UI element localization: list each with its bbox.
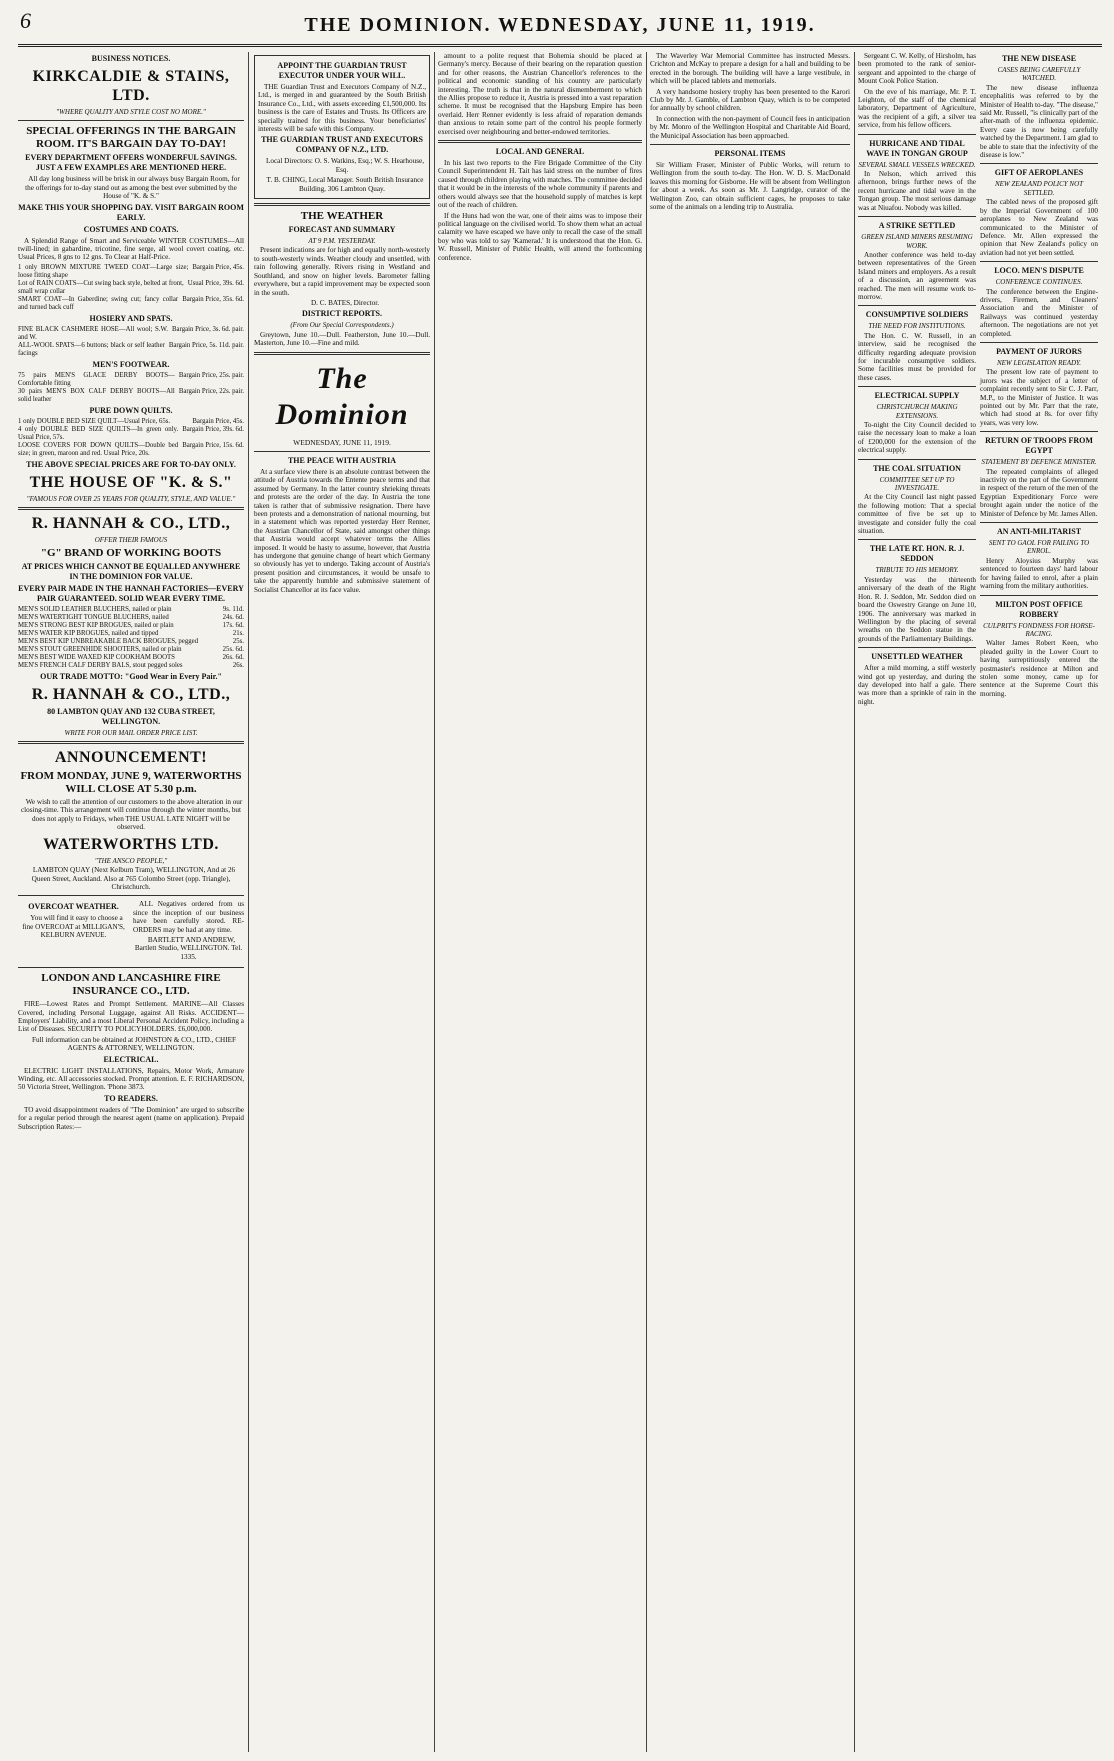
price-row: MEN'S FRENCH CALF DERBY BALS, stout pegged soles 26s. xyxy=(18,661,244,669)
footwear-heading: MEN'S FOOTWEAR. xyxy=(92,359,170,369)
house-motto: "FAMOUS FOR OVER 25 YEARS FOR QUALITY, STYLE, AND VALUE." xyxy=(26,494,236,503)
price-row: 1 only BROWN MIXTURE TWEED COAT—Large size; loose fitting shape Bargain Price, 45s. xyxy=(18,263,244,279)
news-text-4: Sergeant C. W. Kelly, of Hirsholm, has been promoted to the rank of senior-sergeant and appointed to the charge of Mount Cook Police Station. xyxy=(858,52,976,86)
price-row: Lot of RAIN COATS—Cut swing back style, belted at front, small wrap collar Usual Price, 39s. 6d. xyxy=(18,279,244,295)
hurricane-heading: HURRICANE AND TIDAL WAVE IN TONGAN GROUP xyxy=(866,138,968,158)
hannah-brand: "G" BRAND OF WORKING BOOTS xyxy=(40,546,222,559)
insurance-info: Full information can be obtained at JOHNSTON & CO., LTD., CHIEF AGENTS & ATTORNEY, WELLINGTON. xyxy=(31,1035,237,1053)
readers-text: TO avoid disappointment readers of "The Dominion" are urged to subscribe for a regular period through the nearest agent (name on application). Prepaid Subscription Rates:— xyxy=(18,1105,244,1131)
local-text: In his last two reports to the Fire Brigade Committee of the City Council Superintendent H. Tait has laid stress on the number of fires caused through children playing with matches. The committee decided that it would be in the interests of the whole community if parents and others would always see that the household supply of matches is kept out of the reach of children. xyxy=(438,159,642,210)
masthead xyxy=(18,6,1102,47)
price-row: MEN'S STRONG BEST KIP BROGUES, nailed or plain 17s. 6d. xyxy=(18,621,244,629)
column-business-notices xyxy=(18,52,244,1752)
soldiers-sub: THE NEED FOR INSTITUTIONS. xyxy=(868,322,966,331)
announcement-date: FROM MONDAY, JUNE 9, WATERWORTHS WILL CLOSE AT 5.30 p.m. xyxy=(20,770,242,796)
news-text-1: The Waverley War Memorial Committee has instructed Messrs. Crichton and McKay to prepare a design for a hall and building to be erected in the borough. The building will have a large vestibule, in which will be placed tablets and memorials. xyxy=(650,52,850,86)
strike-text: Another conference was held to-day between representatives of the Green Island miners and employers. As a result of a discussion, an agreement was reached. The men will resume work to-morrow. xyxy=(858,250,976,301)
district-text: Greytown, June 10.—Dull. Featherston, June 10.—Dull. Masterton, June 10.—Fine and mild. xyxy=(254,330,430,348)
hannah-offer: OFFER THEIR FAMOUS xyxy=(94,536,168,545)
electrical-heading: ELECTRICAL. xyxy=(103,1054,159,1064)
newspaper-title: THE DOMINION. WEDNESDAY, JUNE 11, 1919. xyxy=(304,14,816,36)
negatives-text: ALL Negatives ordered from us since the inception of our business have been carefully stored. RE-ORDERS may be had at any time. xyxy=(133,900,244,934)
planes-sub: NEW ZEALAND POLICY NOT SETTLED. xyxy=(994,180,1084,197)
price-row: 1 only DOUBLE BED SIZE QUILT—Usual Price, 65s. Bargain Price, 45s. xyxy=(18,417,244,425)
news-text-5: On the eve of his marriage, Mr. P. T. Leighton, of the staff of the chemical laboratory, Department of Agriculture, was the recipient of a gift, a silver tea service, from his fellow officers. xyxy=(858,87,976,130)
offer-heading: SPECIAL OFFERINGS IN THE BARGAIN ROOM. IT'S BARGAIN DAY TO-DAY! xyxy=(26,125,236,151)
hannah-title: R. HANNAH & CO., LTD., xyxy=(31,515,231,533)
column-divider xyxy=(854,52,855,1752)
weather-news-heading: UNSETTLED WEATHER xyxy=(871,652,963,662)
waterworths-sub: "THE ANSCO PEOPLE," xyxy=(94,856,168,865)
announcement-title: ANNOUNCEMENT! xyxy=(54,749,208,767)
hannah-motto: OUR TRADE MOTTO: "Good Wear in Every Pair." xyxy=(40,671,222,681)
local-text-2: If the Huns had won the war, one of their aims was to impose their political language on the civilised world. To show them what an actual calamity we have escaped we have only to recall the case of the small boy who was told to say 'Kamerad.' It is understood that the Hon. G. W. Russell, Minister of Public Health, will attend the forthcoming conference. xyxy=(438,211,642,262)
strike-heading: A STRIKE SETTLED xyxy=(878,221,956,231)
price-row: MEN'S WATER KIP BROGUES, nailed and tipped 21s. xyxy=(18,629,244,637)
hosiery-heading: HOSIERY AND SPATS. xyxy=(89,313,173,323)
coal-heading: THE COAL SITUATION xyxy=(873,463,961,473)
house-title: THE HOUSE OF "K. & S." xyxy=(29,473,233,491)
insurance-title: LONDON AND LANCASHIRE FIRE INSURANCE CO., LTD. xyxy=(41,972,221,998)
soldiers-heading: CONSUMPTIVE SOLDIERS xyxy=(865,310,969,320)
planes-heading: GIFT OF AEROPLANES xyxy=(994,168,1084,178)
forecast-time: AT 9 P.M. YESTERDAY. xyxy=(308,237,376,246)
seddon-sub: TRIBUTE TO HIS MEMORY. xyxy=(875,566,959,575)
militarist-text: Henry Aloysius Murphy was sentenced to fourteen days' hard labour for having failed to enrol, after a plain warning from the military authorities. xyxy=(980,556,1098,591)
loco-text: The conference between the Engine-drivers, Firemen, and Cleaners' Association and the Minister of Railways was continued yesterday afternoon. The negotiations are not yet completed. xyxy=(980,287,1098,338)
coal-sub: COMMITTEE SET UP TO INVESTIGATE. xyxy=(879,475,955,493)
column-telegrams xyxy=(858,52,1098,1752)
price-row: MEN'S BEST KIP UNBREAKABLE BACK BROGUES, pegged 25s. xyxy=(18,637,244,645)
electrical-supply-sub: CHRISTCHURCH MAKING EXTENSIONS. xyxy=(876,403,958,420)
electrical-supply-text: To-night the City Council decided to raise the necessary loan to make a loan of £200,000 for the extension of the electrical supply. xyxy=(858,421,976,455)
loco-sub: CONFERENCE CONTINUES. xyxy=(995,278,1083,287)
offer-subheading: EVERY DEPARTMENT OFFERS WONDERFUL SAVINGS. JUST A FEW EXAMPLES ARE MENTIONED HERE. xyxy=(25,153,237,173)
announcement-text: We wish to call the attention of our customers to the above alteration in our closing-time. This arrangement will continue through the winter months, but does not apply to Fridays, when THE USUAL LATE NIGHT will be observed. xyxy=(20,798,243,832)
weather-news-text: After a mild morning, a stiff westerly wind got up yesterday, and during the day developed into half a gale. There was more than a sprinkle of rain in the night. xyxy=(858,664,976,706)
overcoat-text: You will find it easy to choose a fine OVERCOAT at MILLIGAN'S, KELBURN AVENUE. xyxy=(22,914,125,940)
hurricane-sub: SEVERAL SMALL VESSELS WRECKED. xyxy=(858,160,976,169)
price-row: 30 pairs MEN'S BOX CALF DERBY BOOTS—All solid leather Bargain Price, 22s. pair. xyxy=(18,387,244,403)
militarist-sub: SENT TO GAOL FOR FAILING TO ENROL. xyxy=(988,539,1090,556)
price-row: LOOSE COVERS FOR DOWN QUILTS—Double bed size; in green, maroon and red. Usual Price, 20s. Bargain Price, 15s. 6d. xyxy=(18,441,244,457)
quilts-heading: PURE DOWN QUILTS. xyxy=(89,405,173,415)
district-sub: (From Our Special Correspondents.) xyxy=(290,321,394,330)
section-heading: BUSINESS NOTICES. xyxy=(91,54,171,63)
forecast-heading: FORECAST AND SUMMARY xyxy=(288,225,396,235)
price-row: MEN'S WATERTIGHT TONGUE BLUCHERS, nailed 24s. 6d. xyxy=(18,613,244,621)
overcoat-heading: OVERCOAT WEATHER. xyxy=(28,902,119,912)
robbery-heading: MILTON POST OFFICE ROBBERY xyxy=(995,599,1083,619)
paper-nameplate: The Dominion xyxy=(275,361,409,431)
jurors-text: The present low rate of payment to jurors was the subject of a letter of complaint recently sent to Sir C. J. Parr, M.P., to the Minister of Justice. It was pointed out by Mr. Parr that the rate, which had stood at 8s. for over fifty years, was very low. xyxy=(980,368,1098,427)
jurors-sub: NEW LEGISLATION READY. xyxy=(996,358,1082,367)
price-row: FINE BLACK CASHMERE HOSE—All wool; S.W. and W. Bargain Price, 3s. 6d. pair. xyxy=(18,325,244,341)
hannah-text: AT PRICES WHICH CANNOT BE EQUALLED ANYWHERE IN THE DOMINION FOR VALUE. xyxy=(21,561,241,581)
jurors-heading: PAYMENT OF JURORS xyxy=(996,346,1082,356)
personal-heading: PERSONAL ITEMS xyxy=(714,149,786,159)
price-row: ALL-WOOL SPATS—6 buttons; black or self leather facings Bargain Price, 5s. 11d. pair. xyxy=(18,341,244,357)
trust-heading: APPOINT THE GUARDIAN TRUST EXECUTOR UNDER YOUR WILL. xyxy=(277,61,407,80)
seddon-heading: THE LATE RT. HON. R. J. SEDDON xyxy=(869,544,965,564)
trust-firm: THE GUARDIAN TRUST AND EXECUTORS COMPANY OF N.Z., LTD. xyxy=(261,135,423,155)
column-editorial xyxy=(438,52,642,1752)
column-weather-leader xyxy=(254,52,430,1752)
loco-heading: LOCO. MEN'S DISPUTE xyxy=(994,266,1084,276)
price-row: MEN'S STOUT GREENHIDE SHOOTERS, nailed or plain 25s. 6d. xyxy=(18,645,244,653)
waterworths-title: WATERWORTHS LTD. xyxy=(43,835,219,853)
forecast-text: Present indications are for high and equally north-westerly to south-westerly winds. Weather cloudy and unsettled, with rain following generally. Rivers rising in Westland and Southland, and snow on higher levels. Barometer falling everywhere, but a rapid improvement may be expected soon in the south. xyxy=(254,246,430,297)
disease-text: The new disease influenza encephalitis was referred to by the Minister of Health to-day. "The disease," said Mr. Russell, "is clinically part of the after-math of the influenza epidemic. Every case is now being carefully watched by the Department. I am glad to be able to state that the infectivity of the disease is low." xyxy=(980,83,1098,160)
price-row: SMART COAT—In Gaberdine; swing cut; fancy collar and turned back cuff Bargain Price, 35s. 6d. xyxy=(18,295,244,311)
personal-text: Sir William Fraser, Minister of Public Works, will return to Wellington from the south to-day. The Hon. W. D. S. MacDonald leaves this morning for Gisborne. He will be absent from Wellington for about a week. As soon as Mr. J. Langridge, curator of the Wellington Zoo, can obtain sufficient cages, he proposes to take some of the animals on a lending trip to Australia. xyxy=(650,161,850,212)
local-heading: LOCAL AND GENERAL xyxy=(495,147,585,157)
soldiers-text: The Hon. C. W. Russell, in an interview, said he recognised the difficulty regarding adequate provision for incurable consumptive soldiers. Some facilities must be provided for these cases. xyxy=(858,331,976,382)
shop-note: MAKE THIS YOUR SHOPPING DAY. VISIT BARGAIN ROOM EARLY. xyxy=(18,202,244,222)
planes-text: The cabled news of the proposed gift by the Imperial Government of 100 aeroplanes to New Zealand was communicated to the Minister of Defence. Mr. Allen expressed the opinion that New Zealand's policy on aviation had not yet been settled. xyxy=(980,198,1098,257)
waterworths-address: LAMBTON QUAY (Next Kelburn Tram), WELLINGTON, And at 26 Queen Street, Auckland. Also at 765 Colombo Street (opp. Triangle), Christchurch. xyxy=(31,866,236,891)
price-row: MEN'S BEST WIDE WAXED KIP COOKHAM BOOTS 26s. 6d. xyxy=(18,653,244,661)
disease-sub: CASES BEING CAREFULLY WATCHED. xyxy=(997,66,1081,83)
column-news xyxy=(650,52,850,1752)
hurricane-text: In Nelson, which arrived this afternoon, brings further news of the recent hurricane and tidal wave in the Tongan group. The most serious damage was at Niuafou. Nobody was killed. xyxy=(858,170,976,212)
price-row: 75 pairs MEN'S GLACE DERBY BOOTS—Comfortable fitting Bargain Price, 25s. pair. xyxy=(18,371,244,387)
price-row: 4 only DOUBLE BED SIZE QUILTS—In green only. Usual Price, 57s. Bargain Price, 39s. 6d. xyxy=(18,425,244,441)
kirkcaldie-title: KIRKCALDIE & STAINS, LTD. xyxy=(32,68,230,104)
hannah-made: EVERY PAIR MADE IN THE HANNAH FACTORIES—EVERY PAIR GUARANTEED. SOLID WEAR EVERY TIME. xyxy=(18,583,244,603)
news-text-2: A very handsome hosiery trophy has been presented to the Karori Club by Mr. J. Gamble, of Lambton Quay, which is to be competed for annually by school children. xyxy=(650,87,850,113)
hannah-write: WRITE FOR OUR MAIL ORDER PRICE LIST. xyxy=(64,728,198,737)
leader-text: At a surface view there is an absolute contrast between the attitude of Austria towards the Entente peace terms and that assumed by Germany. In the latter country shrieking threats and protests are the order of the day. In Austria the tone taken is rather that of submissive resignation. There have been protests and a demonstration of national mourning, but in a statement which was reported yesterday Herr Renner, the Austrian Chancellor of State, said amongst other things that Austria would accept whatever terms the Allies imposed. It would be hasty to assume, however, that Austria has undergone that genuine change of heart which Germany so obviously has yet to undergo. Taking account of Austria's present position and circumstances, it would be unsafe to take the apparently humble and submissive statement of Socialist Chancellor at its face value. xyxy=(254,467,430,594)
costumes-heading: COSTUMES AND COATS. xyxy=(83,224,179,234)
prices-note: THE ABOVE SPECIAL PRICES ARE FOR TO-DAY ONLY. xyxy=(26,459,236,469)
district-heading: DISTRICT REPORTS. xyxy=(301,309,383,319)
trust-text: THE Guardian Trust and Executors Company of N.Z., Ltd., is merged in and guaranteed by the South British Insurance Co., Ltd., with assets exceeding £1,500,000. Its business is the care of Estates and Trusts. Its Officers are specially trained for this business. Your beneficiaries' interests will be safe with this Company. xyxy=(258,83,426,134)
electrical-text: ELECTRIC LIGHT INSTALLATIONS, Repairs, Motor Work, Armature Winding, etc. All accessories stocked. Prompt attention. E. F. RICHARDSON, 50 Victoria Street, Wellington. 'Phone 3873. xyxy=(18,1066,244,1092)
seddon-text: Yesterday was the thirteenth anniversary of the death of the Right Hon. R. J. Seddon, Mr. Seddon died on board the Oswestry Grange on June 10, 1906. The anniversary was marked in Wellington by the placing of several wreaths on the Seddon statue in the grounds of the Parliamentary Buildings. xyxy=(858,575,976,643)
price-row: MEN'S SOLID LEATHER BLUCHERS, nailed or plain 9s. 11d. xyxy=(18,605,244,613)
forecast-sign: D. C. BATES, Director. xyxy=(310,298,380,307)
trust-manager: T. B. CHING, Local Manager. South British Insurance Building, 306 Lambton Quay. xyxy=(266,176,424,193)
kirkcaldie-motto: "WHERE QUALITY AND STYLE COST NO MORE." xyxy=(56,108,206,116)
column-divider xyxy=(434,52,435,1752)
readers-heading: TO READERS. xyxy=(104,1093,158,1103)
troops-sub: STATEMENT BY DEFENCE MINISTER. xyxy=(981,458,1097,467)
electrical-supply-heading: ELECTRICAL SUPPLY xyxy=(874,391,960,401)
page-number: 6 xyxy=(20,8,31,33)
troops-heading: RETURN OF TROOPS FROM EGYPT xyxy=(985,436,1093,456)
weather-title: THE WEATHER xyxy=(300,210,384,223)
militarist-heading: AN ANTI-MILITARIST xyxy=(996,527,1082,537)
disease-heading: THE NEW DISEASE xyxy=(1001,54,1077,63)
column-divider xyxy=(248,52,249,1752)
coal-text: At the City Council last night passed the following motion: That a special committee of five be set up to investigate and consider fully the coal situation. xyxy=(858,493,976,536)
paper-date: WEDNESDAY, JUNE 11, 1919. xyxy=(293,437,391,447)
negatives-firm: BARTLETT AND ANDREW, Bartlett Studio, WELLINGTON. Tel. 1335. xyxy=(134,935,243,961)
offer-text: All day long business will be brisk in our always busy Bargain Room, for the offerings for to-day stand out as among the best ever submitted by the House of "K. & S." xyxy=(25,175,240,201)
editorial-text: amount to a polite request that Bohemia should be placed at Germany's mercy. Because of their bearing on the reparation question and for other reasons, the Austrian Chancellor's references to the political and economic standing of his country are particularly interesting. The truth is that in the natural dismemberment to which the Allies propose to reduce it, Austria is pressed into a vast reparation scheme. It must be recognised that the Hapsburg Empire has been overlaid. Herr Renner evidently is less afraid of reparation demands than anxious to retain some part of the control his people formerly exercised over neighbouring and better-endowed territories. xyxy=(438,52,642,136)
robbery-text: Walter James Robert Keen, who pleaded guilty in the Lower Court to having surreptitiously entered the postmaster's residence at Milton and stolen some money, came up for sentence at the Supreme Court this morning. xyxy=(980,639,1098,698)
strike-sub: GREEN ISLAND MINERS RESUMING WORK. xyxy=(861,233,973,250)
hannah-title-2: R. HANNAH & CO., LTD., xyxy=(31,685,231,703)
trust-directors: Local Directors: O. S. Watkins, Esq.; W. S. Hearhouse, Esq. xyxy=(266,157,424,174)
column-divider xyxy=(646,52,647,1752)
leader-heading: THE PEACE WITH AUSTRIA xyxy=(287,455,397,465)
costumes-text: A Splendid Range of Smart and Serviceable WINTER COSTUMES—All twill-lined; in gabardine, tricotine, fine serge, all wool covert coating, etc. Usual Prices, 8 gns to 12 gns. To Clear at Half-Price. xyxy=(18,236,244,262)
robbery-sub: CULPRIT'S FONDNESS FOR HORSE-RACING. xyxy=(983,621,1095,638)
insurance-text: FIRE—Lowest Rates and Prompt Settlement. MARINE—All Classes Covered, including Personal Luggage, against All Risks. ACCIDENT—Employers' Liability, and a most Liberal Personal Accident Policy, including a List of Diseases. SECURITY TO POLICYHOLDERS. £6,000,000. xyxy=(18,1000,244,1034)
hannah-address: 80 LAMBTON QUAY AND 132 CUBA STREET, WELLINGTON. xyxy=(47,706,215,726)
troops-text: The repeated complaints of alleged inactivity on the part of the Government in respect of the return of the men of the Egyptian Expeditionary Force were brought again under the notice of the Minister of Defence by Mr. James Allen. xyxy=(980,467,1098,518)
news-text-3: In connection with the non-payment of Council fees in anticipation by Mr. Monro of the Wellington Hospital and Charitable Aid Board, the Municipal Association has been approached. xyxy=(650,114,850,140)
